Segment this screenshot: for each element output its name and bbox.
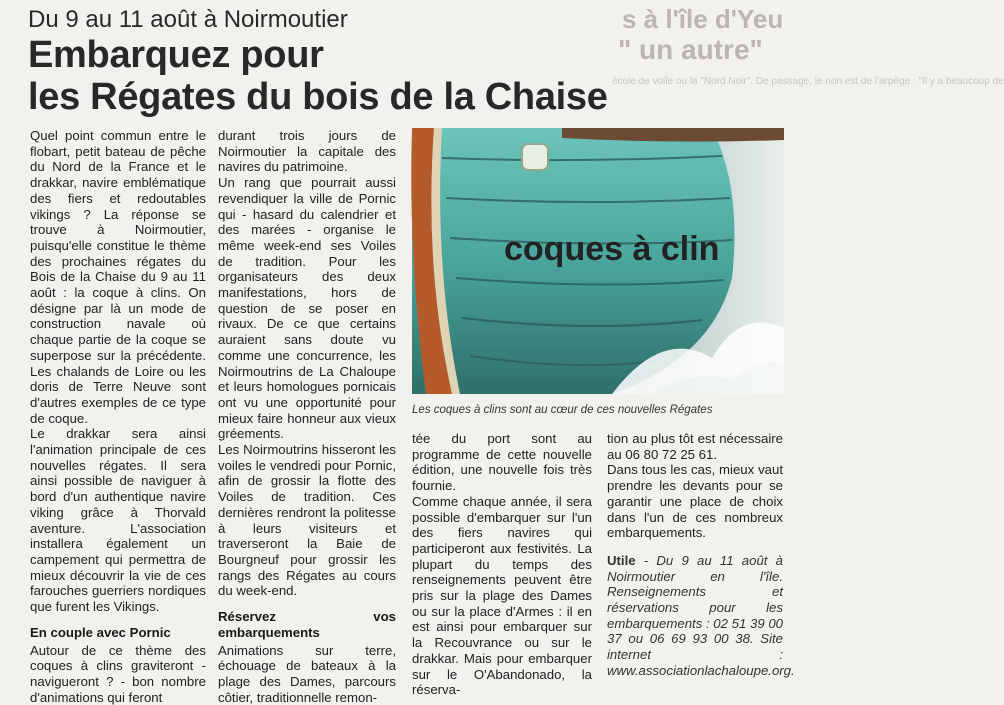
info-box — [607, 553, 783, 679]
info-label: Utile — [607, 553, 636, 568]
col1-paragraph-1: Quel point commun entre le flobart, petit bateau de pêche du Nord de la France et le drakkar, navire emblématique des fiers et redoutables vikings ? La réponse se trouve à Noirmoutier, puisqu'elle constitue le thème des prochaines régates du Bois de la Chaise du 9 au 11 août : la coque à clins. On désigne par là un mode de construction navale où chaque partie de la coque se superpose sur la précédente. Les chalands de Loire ou les doris de Terre Neuve sont d'autres exemples de ce type de coque. — [30, 128, 206, 426]
bleed-line-1: s à l'île d'Yeu — [622, 4, 783, 35]
boat-hull-illustration — [412, 128, 784, 394]
col2-paragraph-2: Un rang que pourrait aussi revendiquer la ville de Pornic qui - hasard du calendrier et des marées - organise le même week-end ses Voiles de tradition. Pour les organisateurs des deux manifestations, hors de question de se poser en rivaux. De ce que certains auraient sans doute vu comme une concurrence, les Noirmoutrins de La Chaloupe et leurs homologues pornicais ont vu une opportunité pour mieux faire honneur aux vieux gréements. — [218, 175, 396, 442]
photo-overlay-text: coques à clin — [504, 230, 719, 268]
info-text: - Du 9 au 11 août à Noirmoutier en l'île. Renseignements et réservations pour les embarquements : 02 51 39 00 37 ou 06 69 93 00 38. Site internet : www.associationlachaloupe.org. — [607, 553, 795, 678]
col4-paragraph-2: Dans tous les cas, mieux vaut prendre les devants pour se garantir une place de choix dans l'un de ces nombreux embarquements. — [607, 462, 783, 541]
bleed-line-2: " un autre" — [618, 34, 763, 66]
headline-line-1: Embarquez pour — [28, 34, 628, 76]
col3-paragraph-2: Comme chaque année, il sera possible d'embarquer sur l'un des fiers navires qui participeront aux festivités. La plupart du temps des renseignements peuvent être pris sur la plage des Dames ou sur la place d'Armes : il en est ainsi pour embarquer sur la Recouvrance ou sur le drakkar. Mais pour embarquer sur le O'Abandonado, la réserva- — [412, 494, 592, 698]
bleed-line-3: école de voile ou la "Nord Noir". De passage, le non est de l'arpège : "Il y a beaucoup de — [612, 76, 812, 88]
col3-paragraph-1: tée du port sont au programme de cette nouvelle édition, une nouvelle fois très fournie. — [412, 431, 592, 494]
col1-paragraph-2: Le drakkar sera ainsi l'animation principale de ces nouvelles régates. Il sera ainsi possible de naviguer à bord d'un authentique navire viking grâce à Thorvald aventure. L'association installera également un campement qui permettra de mieux découvrir la vie de ces farouches guerriers nordiques que furent les Vikings. — [30, 426, 206, 614]
column-3 — [412, 431, 592, 698]
col2-paragraph-1: durant trois jours de Noirmoutier la capitale des navires du patrimoine. — [218, 128, 396, 175]
adjacent-article-bleed — [600, 0, 800, 120]
photo-caption: Les coques à clins sont au cœur de ces nouvelles Régates — [412, 404, 784, 416]
col2-paragraph-3: Les Noirmoutrins hisseront les voiles le vendredi pour Pornic, afin de grossir la flotte des Voiles de tradition. Ces dernières rendront la politesse à leurs visiteurs et traverseront la Baie de Bourgneuf pour grossir les rangs des Régates au cours du week-end. — [218, 442, 396, 599]
boat-hull-photo — [412, 128, 784, 394]
column-2 — [218, 128, 396, 705]
col2-paragraph-4: Animations sur terre, échouage de bateaux à la plage des Dames, parcours côtier, traditionnelle remon- — [218, 643, 396, 705]
col4-paragraph-1: tion au plus tôt est nécessaire au 06 80 72 25 61. — [607, 431, 783, 462]
headline-line-2: les Régates du bois de la Chaise — [28, 76, 628, 118]
column-1 — [30, 128, 206, 705]
subheading-pornic: En couple avec Pornic — [30, 625, 206, 641]
kicker: Du 9 au 11 août à Noirmoutier — [28, 6, 498, 34]
subheading-reservez: Réservez vos embarquements — [218, 609, 396, 640]
col1-paragraph-3: Autour de ce thème des coques à clins graviteront - navigueront ? - bon nombre d'animations qui feront — [30, 643, 206, 705]
headline — [28, 34, 628, 118]
column-4 — [607, 431, 783, 679]
